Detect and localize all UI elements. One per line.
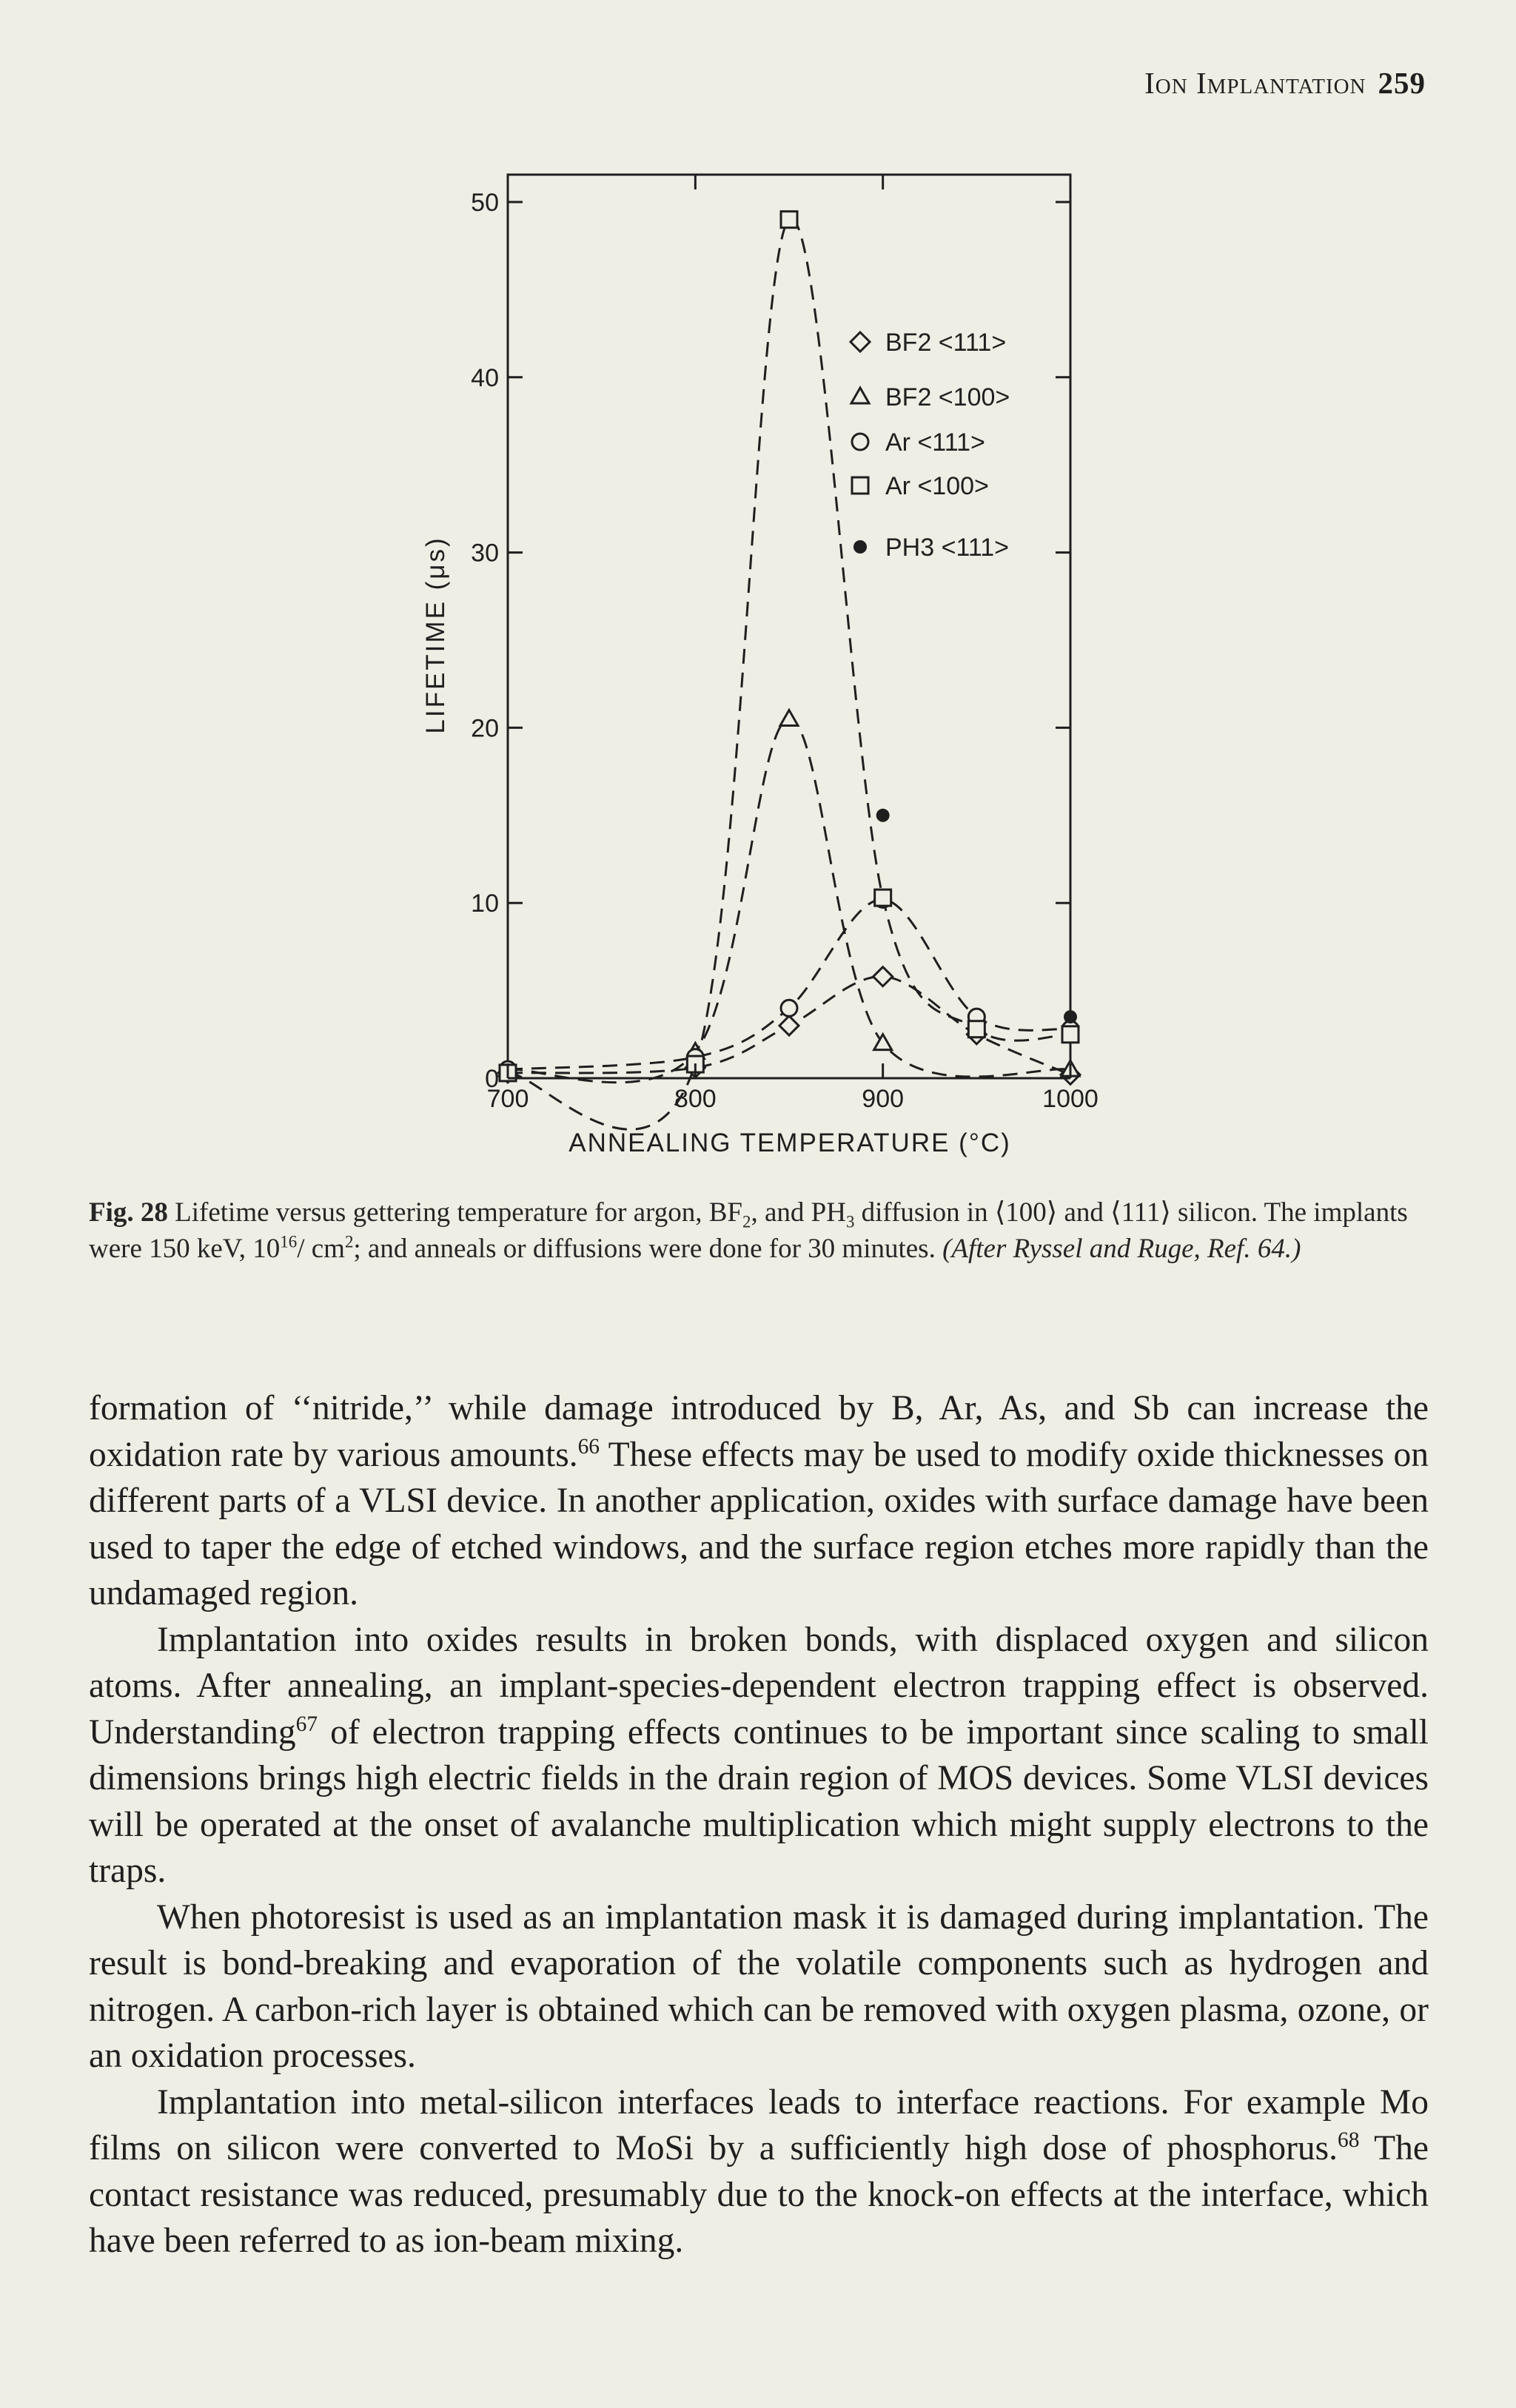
data-point [780, 710, 798, 726]
caption-text-3: diffusion in ⟨100⟩ and ⟨111⟩ silicon. The implants were 150 keV, 10 [89, 1197, 1408, 1264]
y-tick-label: 20 [471, 714, 499, 743]
data-point [873, 967, 893, 986]
paragraph-1 [89, 1385, 1429, 1617]
legend-marker [852, 434, 868, 450]
caption-text-2: , and PH [751, 1197, 846, 1228]
reference-67: 67 [295, 1712, 318, 1736]
y-tick-label: 40 [471, 363, 499, 392]
caption-ph-sub: 3 [845, 1212, 855, 1231]
axis-ticks [471, 175, 1099, 1113]
paragraph-2-text-b: of electron trapping effects continues to be important since scaling to small dimensions brings high electric fields in the drain region of MOS devices. Some VLSI devices will be operated at the onset of avalanche multiplication which might supply electrons to the traps. [89, 1712, 1429, 1890]
data-point [1064, 1010, 1077, 1023]
x-tick-label: 900 [862, 1085, 905, 1113]
y-axis-label: LIFETIME (μs) [421, 536, 450, 734]
data-point [874, 1035, 892, 1050]
reference-68: 68 [1338, 2128, 1360, 2153]
caption-source: (After Ryssel and Ruge, Ref. 64.) [942, 1234, 1301, 1264]
figure-label: Fig. 28 [89, 1197, 168, 1228]
caption-text-1: Lifetime versus gettering temperature for argon, BF [175, 1197, 742, 1228]
paragraph-4 [89, 2079, 1429, 2264]
data-point [779, 1016, 799, 1035]
caption-bf-sub: 2 [742, 1212, 751, 1231]
paragraph-1-text-a: formation of ‘‘nitride,’’ while damage introduced by B, Ar, As, and Sb can increase the oxidation rate by various amounts. [89, 1389, 1429, 1474]
data-point [875, 889, 891, 906]
curve [508, 899, 1070, 1069]
data-point [781, 212, 797, 228]
paragraph-2 [89, 1617, 1429, 1894]
legend-marker [851, 388, 869, 403]
page-number: 259 [1378, 66, 1426, 100]
caption-cm-sup: 2 [344, 1232, 354, 1251]
paragraph-4-text-a: Implantation into metal-silicon interfaces leads to interface reactions. For example Mo films on silicon were converted to MoSi by a sufficiently high dose of phosphorus. [89, 2082, 1429, 2167]
lifetime-chart [0, 0, 1516, 1184]
legend [851, 329, 1010, 562]
legend-label: Ar <111> [885, 428, 985, 457]
legend-label: BF2 <111> [885, 329, 1007, 357]
x-tick-label: 700 [486, 1085, 529, 1113]
caption-text-4: / cm [297, 1234, 345, 1264]
x-axis-label: ANNEALING TEMPERATURE (°C) [568, 1129, 1011, 1157]
legend-marker [852, 477, 868, 494]
y-tick-label: 10 [471, 889, 499, 918]
data-point [876, 809, 890, 822]
paragraph-4-text-b: The contact resistance was reduced, presumably due to the knock-on effects at the interface, which have been referred to as ion-beam mixing. [89, 2129, 1429, 2260]
data-point [1062, 1026, 1079, 1043]
plot-border [508, 175, 1070, 1078]
running-title: Ion Implantation [1144, 66, 1366, 100]
y-tick-label: 0 [485, 1065, 499, 1093]
paragraph-2-text-a: Implantation into oxides results in broken bonds, with displaced oxygen and silicon atoms. After annealing, an implant-species-dependent electron trapping effect is observed. Understanding [89, 1620, 1429, 1752]
y-tick-label: 30 [471, 539, 499, 568]
legend-label: BF2 <100> [885, 383, 1010, 411]
data-point [968, 1021, 985, 1037]
paragraph-1-text-b: These effects may be used to modify oxide thicknesses on different parts of a VLSI device. In another application, oxides with surface damage have been used to taper the edge of etched windows, and the surface region etches more rapidly than the undamaged region. [89, 1435, 1429, 1612]
figure-caption [89, 1194, 1429, 1267]
legend-label: Ar <100> [885, 472, 989, 500]
caption-dose-sup: 16 [280, 1232, 298, 1251]
legend-marker [851, 332, 870, 352]
body-text [89, 1385, 1429, 2264]
paragraph-3: When photoresist is used as an implantation mask it is damaged during implantation. The result is bond-breaking and evaporation of the volatile components such as hydrogen and nitrogen. A carbon-rich layer is obtained which can be removed with oxygen plasma, ozone, or an oxidation processes. [89, 1897, 1429, 2075]
legend-marker [853, 540, 867, 554]
plot-frame [508, 175, 1070, 1078]
y-tick-label: 50 [471, 189, 499, 217]
data-point [781, 1000, 797, 1016]
caption-text-5: ; and anneals or diffusions were done for 30 minutes. [353, 1234, 943, 1264]
x-tick-label: 1000 [1042, 1085, 1099, 1113]
reference-66: 66 [577, 1434, 600, 1459]
legend-label: PH3 <111> [885, 534, 1009, 562]
x-tick-label: 800 [674, 1085, 717, 1113]
